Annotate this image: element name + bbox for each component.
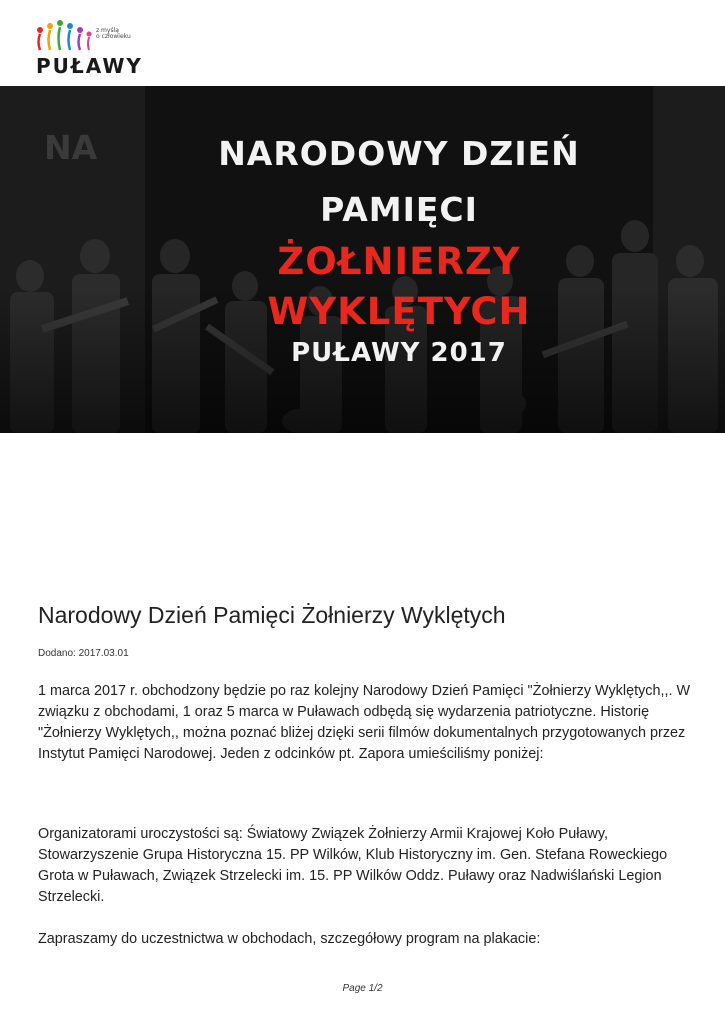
event-banner [0, 86, 725, 433]
article-paragraph-3: Zapraszamy do uczestnictwa w obchodach, szczegółowy program na plakacie: [38, 931, 541, 947]
article-title: Narodowy Dzień Pamięci Żołnierzy Wyklętych [38, 602, 506, 628]
banner-side-text: NA [44, 128, 98, 167]
puławy-logo[interactable] [34, 18, 142, 84]
banner-line-1: NARODOWY DZIEŃ [218, 134, 580, 173]
article-paragraph-1: 1 marca 2017 r. obchodzony będzie po raz kolejny Narodowy Dzień Pamięci "Żołnierzy Wyklętych,,. W związku z obchodami, 1 oraz 5 marca w Puławach odbędą się wydarzenia patriotyczne. Historię "Żołnierzy Wyklętych,, można poznać bliżej dzięki serii filmów dokumentalnych przygotowanych przez Instytut Pamięci Narodowej. Jeden z odcinków pt. Zapora umieściliśmy poniżej: [38, 683, 691, 762]
banner-line-2: PAMIĘCI [320, 190, 478, 229]
logo-tagline [96, 28, 131, 40]
article-date: Dodano: 2017.03.01 [38, 648, 129, 659]
logo-tagline-line1: z myślą [96, 27, 119, 34]
banner-line-4: WYKLĘTYCH [267, 290, 531, 333]
logo-wordmark: PUŁAWY [36, 54, 143, 78]
logo-tagline-line2: o człowieku [96, 33, 131, 40]
page-number: Page 1/2 [342, 983, 383, 994]
people-figures-icon [34, 18, 94, 54]
article-paragraph-2: Organizatorami uroczystości są: Światowy Związek Żołnierzy Armii Krajowej Koło Puławy, Stowarzyszenie Grupa Historyczna 15. PP Wilków, Klub Historyczny im. Gen. Stefana Roweckiego Grota w Puławach, Związek Strzelecki im. 15. PP Wilków Oddz. Puławy oraz Nadwiślański Legion Strzelecki. [38, 826, 668, 905]
banner-line-5: PUŁAWY 2017 [291, 338, 507, 368]
banner-line-3: ŻOŁNIERZY [277, 240, 521, 283]
